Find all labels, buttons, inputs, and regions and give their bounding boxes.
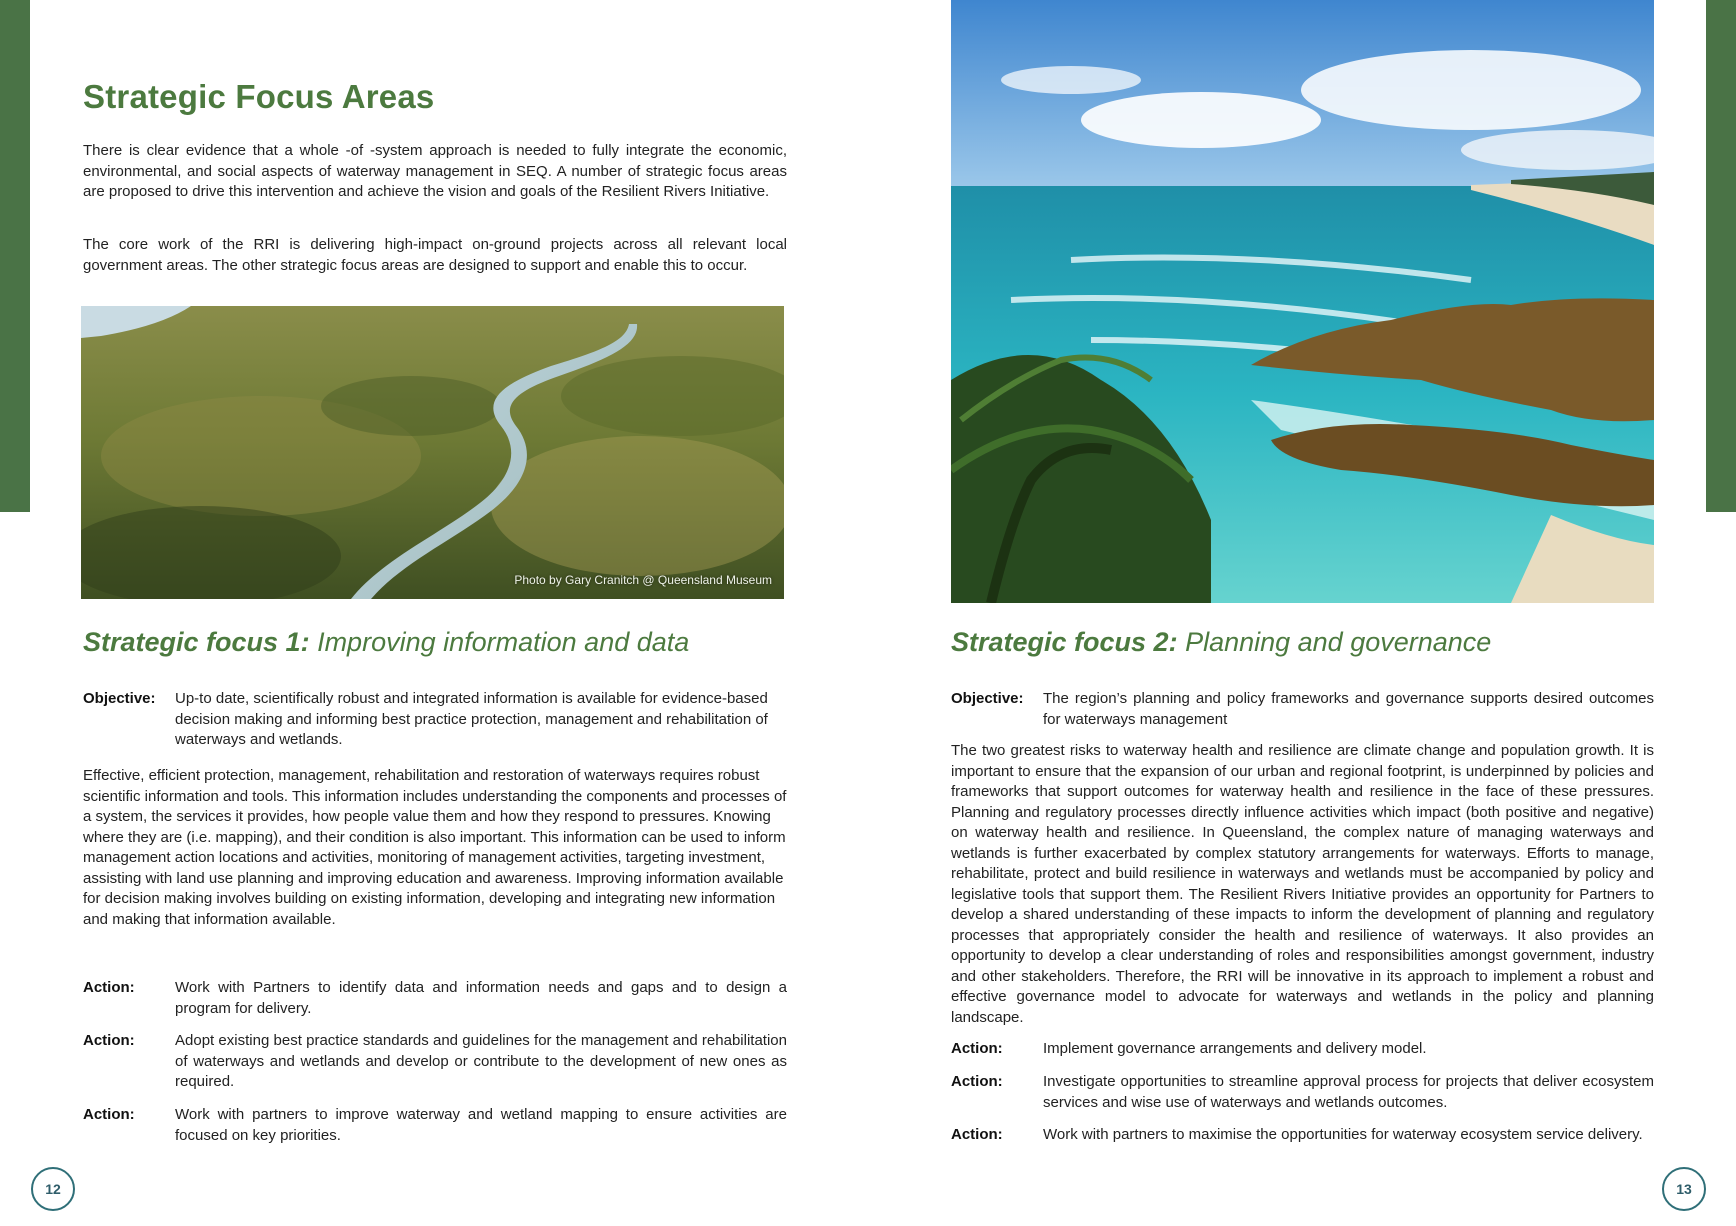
objective-1-text: Up-to date, scientifically robust and integrated information is available for evidence-based decision making and informing best practice protection, management and rehabilitation of waterways and wetlands. xyxy=(175,690,768,748)
objective-2-label: Objective: xyxy=(951,690,1024,707)
action-label: Action: xyxy=(951,1040,1003,1057)
strategic-focus-2-heading xyxy=(951,627,1491,658)
focus-2-label: Strategic focus 2: xyxy=(951,627,1178,657)
focus-2-subtitle: Planning and governance xyxy=(1177,627,1492,657)
right-side-bar xyxy=(1706,0,1736,512)
action-text: Work with Partners to identify data and information needs and gaps and to design a program for delivery. xyxy=(175,979,787,1017)
action-text: Investigate opportunities to streamline approval process for projects that deliver ecosystem services and wise use of waterways and wetlands outcomes. xyxy=(1043,1073,1654,1111)
page-title: Strategic Focus Areas xyxy=(83,78,435,115)
river-aerial-photo xyxy=(81,306,784,599)
intro-paragraph-1: There is clear evidence that a whole -of -system approach is needed to fully integrate the economic, environmental, and social aspects of waterway management in SEQ. A number of strategic focus areas are proposed to drive this intervention and achieve the vision and goals of the Resilient Rivers Initiative. xyxy=(83,142,787,200)
action-label: Action: xyxy=(83,1032,135,1049)
action-text: Adopt existing best practice standards and guidelines for the management and rehabilitation of waterways and wetlands and develop or contribute to the development of new ones as required. xyxy=(175,1032,787,1090)
action-label: Action: xyxy=(83,979,135,996)
strategic-focus-1-heading xyxy=(83,627,689,658)
action-label: Action: xyxy=(951,1126,1003,1143)
page-number-13: 13 xyxy=(1662,1167,1706,1211)
page-number-12: 12 xyxy=(31,1167,75,1211)
photo-credit: Photo by Gary Cranitch @ Queensland Museum xyxy=(514,573,772,587)
focus-1-body: Effective, efficient protection, management, rehabilitation and restoration of waterways requires robust scientific information and tools. This information includes understanding the components and processes of a system, the services it provides, how people value them and how they respond to pressures. Knowing where they are (i.e. mapping), and their condition is also important. This information can be used to inform management action locations and activities, monitoring of management activities, targeting investment, assisting with land use planning and improving education and awareness. Improving information available for decision making involves building on existing information, developing and integrating new information and making that information available. xyxy=(83,767,787,928)
intro-paragraph-2: The core work of the RRI is delivering high-impact on-ground projects across all relevant local government areas. The other strategic focus areas are designed to support and enable this to occur. xyxy=(83,236,787,274)
coastline-photo xyxy=(951,0,1654,603)
action-row xyxy=(83,1105,787,1146)
focus-2-body: The two greatest risks to waterway health and resilience are climate change and population growth. It is important to ensure that the expansion of our urban and regional footprint, is underpinned by policies and frameworks that support outcomes for waterway health and resilience in the face of these pressures. Planning and regulatory processes directly influence activities which impact (both positive and negative) on waterway health and resilience. In Queensland, the complex nature of managing waterways and wetlands is further exacerbated by complex statutory arrangements for waterways. Efforts to manage, rehabilitate, protect and build resilience in waterways and wetlands must be accompanied by policy and legislative tools that support them. The Resilient Rivers Initiative provides an opportunity for Partners to develop a shared understanding of these impacts to inform the development of planning and regulatory processes that appropriately consider the health and resilience of waterways. It also provides an opportunity to develop a clear understanding of roles and responsibilities amongst government, industry and other stakeholders. Therefore, the RRI will be innovative in its approach to implement a robust and effective governance model to advocate for waterways and wetlands in the policy and planning landscape. xyxy=(951,742,1654,1026)
objective-2 xyxy=(951,689,1654,730)
action-label: Action: xyxy=(83,1106,135,1123)
action-row xyxy=(951,1039,1654,1060)
action-label: Action: xyxy=(951,1073,1003,1090)
action-text: Work with partners to maximise the opportunities for waterway ecosystem service delivery. xyxy=(1043,1126,1643,1143)
action-text: Implement governance arrangements and delivery model. xyxy=(1043,1040,1427,1057)
objective-1 xyxy=(83,689,769,751)
focus-1-subtitle: Improving information and data xyxy=(309,627,690,657)
action-row xyxy=(83,978,787,1019)
action-text: Work with partners to improve waterway and wetland mapping to ensure activities are focused on key priorities. xyxy=(175,1106,787,1144)
action-row xyxy=(951,1072,1654,1113)
action-row xyxy=(951,1125,1654,1146)
focus-1-label: Strategic focus 1: xyxy=(83,627,310,657)
objective-2-text: The region’s planning and policy frameworks and governance supports desired outcomes for waterways management xyxy=(1043,690,1654,728)
action-row xyxy=(83,1031,787,1093)
left-side-bar xyxy=(0,0,30,512)
objective-1-label: Objective: xyxy=(83,690,156,707)
